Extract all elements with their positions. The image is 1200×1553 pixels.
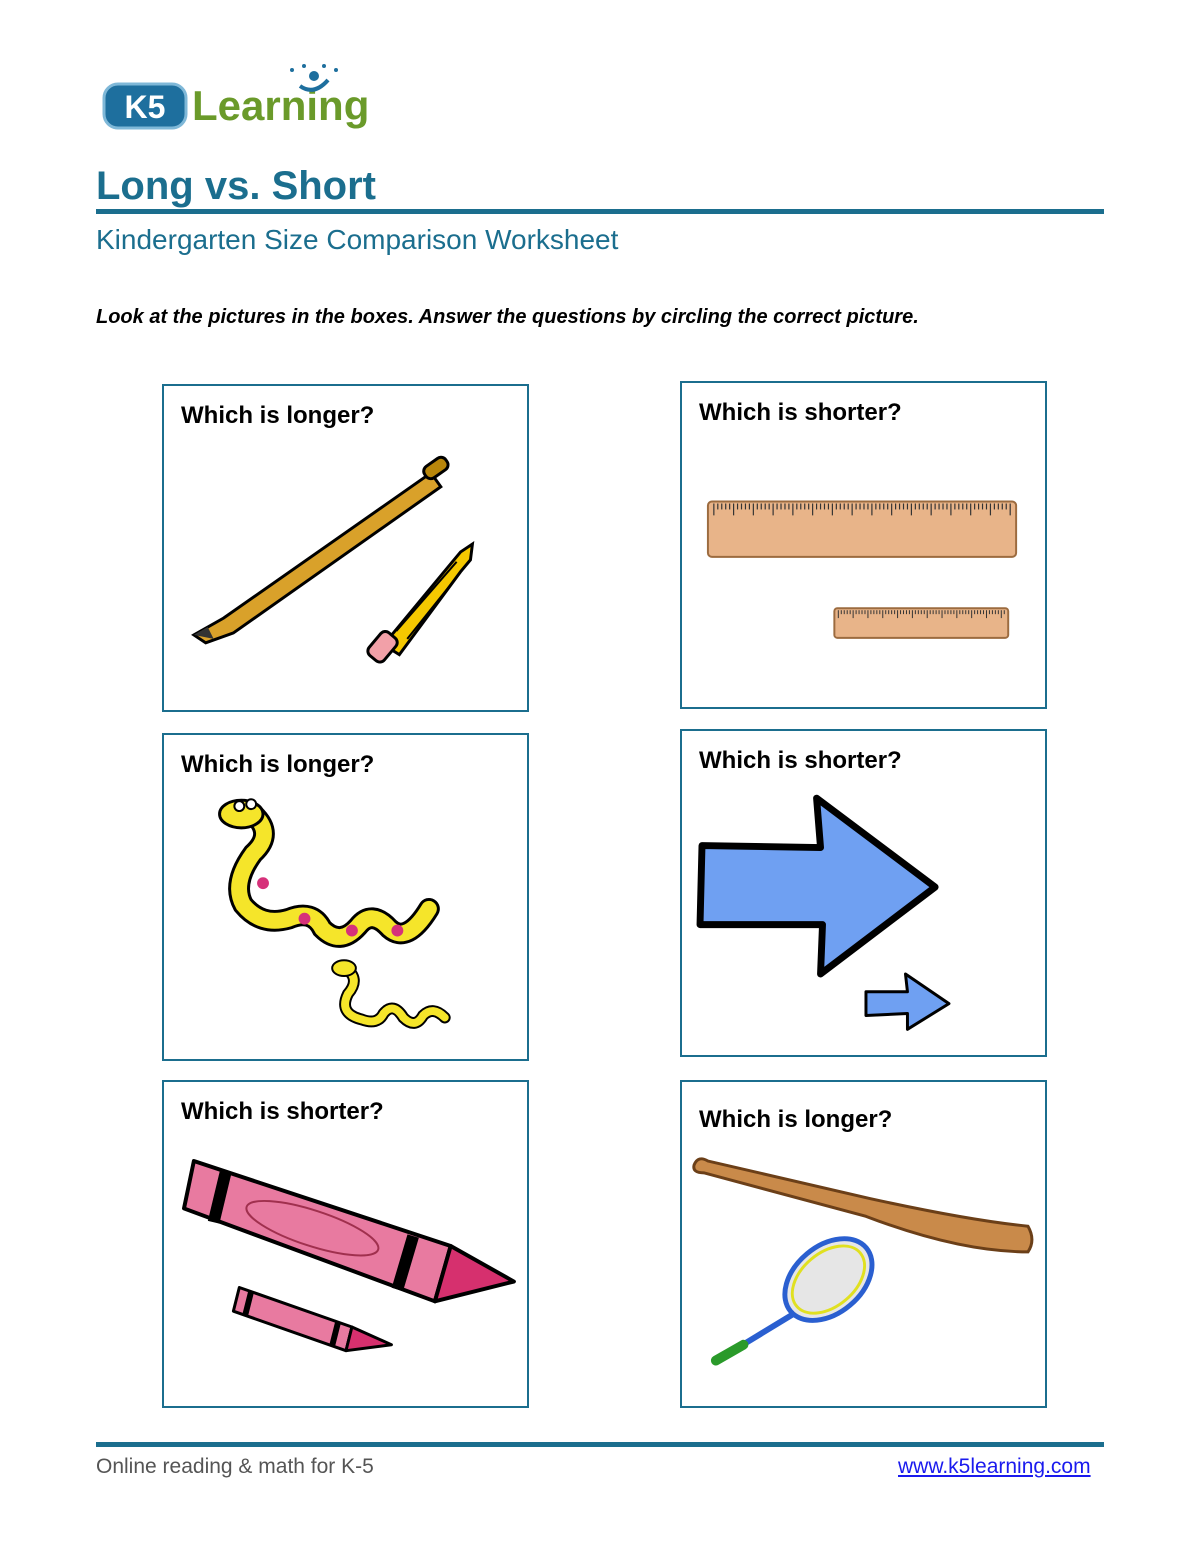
question-prompt: Which is shorter? xyxy=(181,1098,384,1125)
question-box-2 xyxy=(680,381,1047,709)
baseball-bat-image[interactable] xyxy=(694,1159,1032,1252)
question-prompt: Which is shorter? xyxy=(699,399,902,426)
question-box-6 xyxy=(680,1080,1047,1408)
instructions: Look at the pictures in the boxes. Answer the questions by circling the correct picture. xyxy=(96,306,919,328)
short-ruler-image[interactable] xyxy=(834,608,1008,638)
short-crayon-image[interactable] xyxy=(233,1287,391,1350)
big-arrow-image[interactable] xyxy=(700,798,935,974)
logo-badge-text: K5 xyxy=(124,89,166,125)
question-prompt: Which is shorter? xyxy=(699,747,902,774)
footer-divider xyxy=(96,1442,1104,1447)
question-box-5 xyxy=(162,1080,529,1408)
question-box-1 xyxy=(162,384,529,712)
small-arrow-image[interactable] xyxy=(866,974,949,1029)
k5-learning-logo xyxy=(100,64,390,138)
question-box-4 xyxy=(680,729,1047,1057)
title-divider xyxy=(96,209,1104,214)
question-box-3 xyxy=(162,733,529,1061)
short-snake-image[interactable] xyxy=(332,960,445,1023)
page-title: Long vs. Short xyxy=(96,164,376,208)
long-snake-image[interactable] xyxy=(220,799,429,937)
short-pencil-image[interactable] xyxy=(365,544,472,664)
footer-tagline: Online reading & math for K-5 xyxy=(96,1455,374,1478)
footer-website-link[interactable]: www.k5learning.com xyxy=(898,1455,1091,1478)
logo-word-text: Learning xyxy=(192,82,370,129)
question-prompt: Which is longer? xyxy=(181,402,375,429)
question-prompt: Which is longer? xyxy=(181,751,375,778)
page-subtitle: Kindergarten Size Comparison Worksheet xyxy=(96,224,619,255)
question-prompt: Which is longer? xyxy=(699,1106,893,1133)
long-ruler-image[interactable] xyxy=(708,502,1016,557)
tennis-racket-image[interactable] xyxy=(716,1222,888,1360)
long-crayon-image[interactable] xyxy=(184,1161,514,1301)
